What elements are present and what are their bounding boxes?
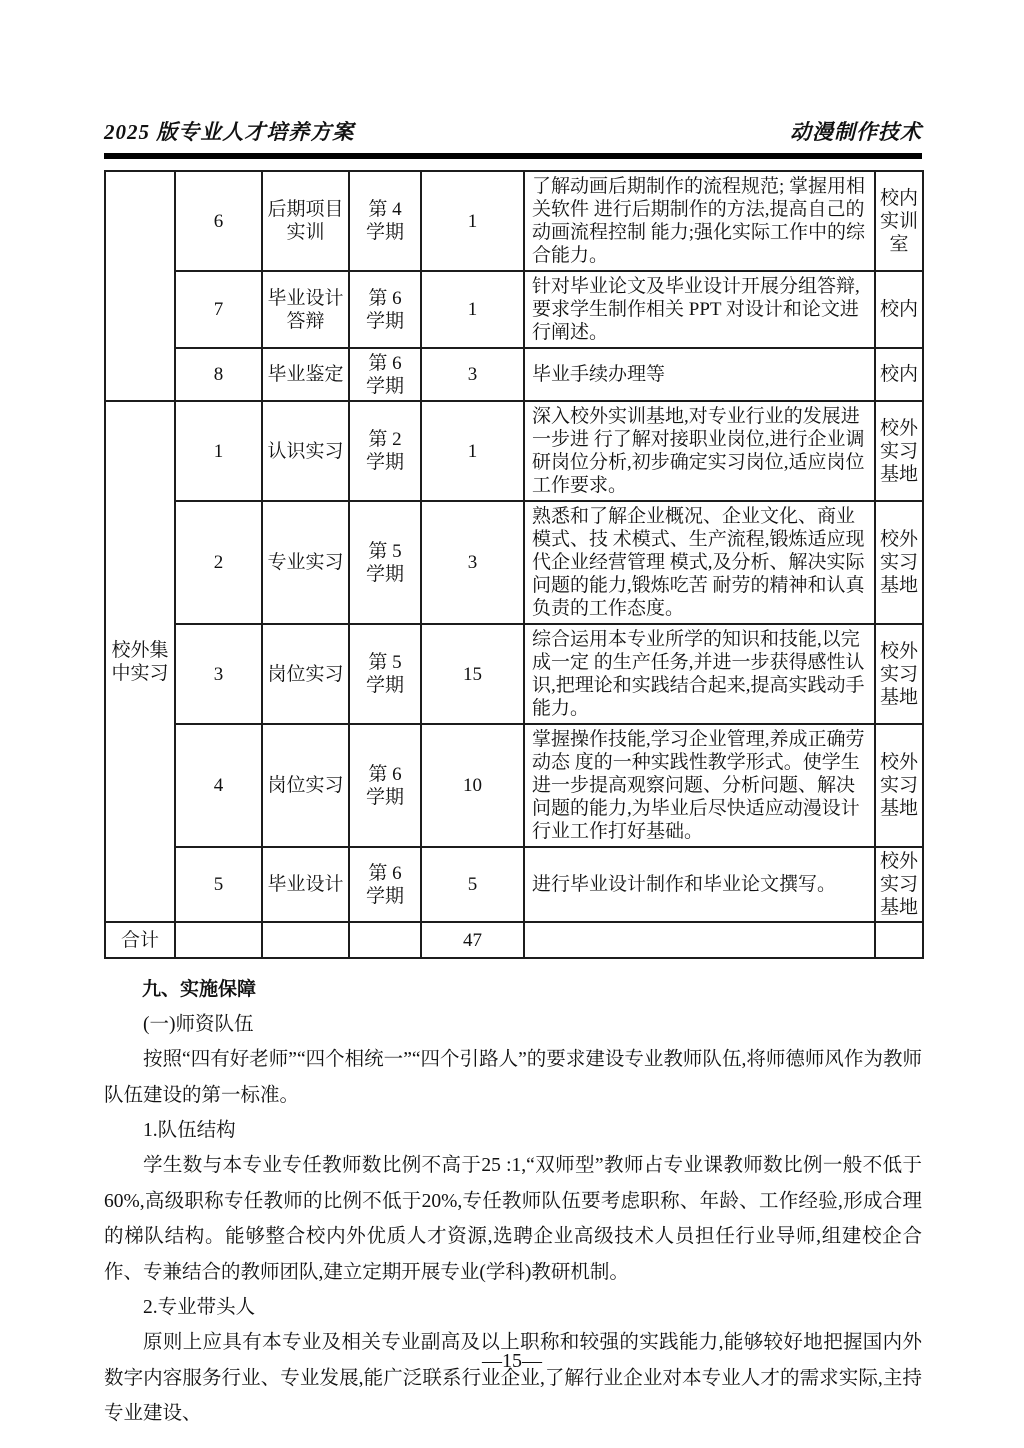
semester-line2: 学期 [365,310,404,332]
semester-cell [349,171,421,271]
semester-line2: 学期 [365,885,404,907]
table-row [105,624,923,724]
location-cell: 校内实训室 [875,171,923,271]
running-header [104,116,922,153]
description-cell: 进行毕业设计制作和毕业论文撰写。 [524,847,875,922]
empty-cell [349,922,421,958]
table-row [105,724,923,847]
item-heading-structure: 1.队伍结构 [143,1120,236,1141]
row-num: 7 [175,271,262,348]
weeks-cell: 3 [421,348,524,401]
table-row [105,348,923,401]
practice-schedule-table [104,170,924,959]
semester-cell [349,624,421,724]
table-row [105,401,923,501]
semester-line1: 第 4 [368,199,402,220]
row-num: 6 [175,171,262,271]
location-cell: 校内 [875,271,923,348]
course-name: 认识实习 [262,401,349,501]
subsection-heading: (一)师资队伍 [143,1014,254,1035]
page-content [104,116,922,1432]
row-num: 5 [175,847,262,922]
location-cell: 校外实习基地 [875,624,923,724]
course-name: 毕业鉴定 [262,348,349,401]
description-cell: 毕业手续办理等 [524,348,875,401]
weeks-cell: 1 [421,271,524,348]
empty-cell [524,922,875,958]
row-num: 4 [175,724,262,847]
course-name: 岗位实习 [262,724,349,847]
course-name: 岗位实习 [262,624,349,724]
description-cell: 了解动画后期制作的流程规范; 掌握用相关软件 进行后期制作的方法,提高自己的动画流程控制 能力;强化实际工作中的综合能力。 [524,171,875,271]
course-name: 毕业设计答辩 [262,271,349,348]
row-num: 3 [175,624,262,724]
table-row [105,171,923,271]
page-number: —15— [482,1350,542,1372]
semester-line1: 第 5 [368,540,402,562]
weeks-cell: 15 [421,624,524,724]
weeks-cell: 5 [421,847,524,922]
description-cell: 掌握操作技能,学习企业管理,养成正确劳动态 度的一种实践性教学形式。使学生进一步提高观察问题、分析问题、解决问题的能力,为毕业后尽快适应动漫设计行业工作打好基础。 [524,724,875,847]
weeks-cell: 10 [421,724,524,847]
total-weeks-cell: 47 [421,922,524,958]
header-double-rule [104,153,922,159]
semester-line2: 学期 [365,222,404,243]
description-cell: 深入校外实训基地,对专业行业的发展进一步进 行了解对接职业岗位,进行企业调研岗位分析,初步确定实习岗位,适应岗位工作要求。 [524,401,875,501]
course-name: 后期项目实训 [262,171,349,271]
semester-cell [349,724,421,847]
semester-line2: 学期 [365,786,404,808]
header-right-title: 动漫制作技术 [790,120,922,144]
semester-line1: 第 2 [368,429,402,450]
semester-line1: 第 6 [368,352,402,374]
weeks-cell: 3 [421,501,524,624]
table-total-row [105,922,923,958]
course-name: 毕业设计 [262,847,349,922]
semester-line2: 学期 [365,675,404,696]
section-heading: 九、实施保障 [142,979,257,1000]
row-num: 8 [175,348,262,401]
semester-line1: 第 5 [368,652,402,673]
row-num: 2 [175,501,262,624]
semester-cell [349,271,421,348]
semester-line1: 第 6 [368,287,402,309]
table-row [105,847,923,922]
header-left-title: 2025 版专业人才培养方案 [104,120,355,144]
table-row [105,271,923,348]
semester-line1: 第 6 [368,763,402,785]
location-cell: 校内 [875,348,923,401]
semester-cell [349,847,421,922]
course-name: 专业实习 [262,501,349,624]
semester-cell [349,348,421,401]
weeks-cell: 1 [421,171,524,271]
empty-cell [175,922,262,958]
location-cell: 校外实习基地 [875,501,923,624]
semester-line2: 学期 [365,375,404,397]
location-cell: 校外实习基地 [875,724,923,847]
semester-line2: 学期 [365,563,404,585]
description-cell: 针对毕业论文及毕业设计开展分组答辩,要求学生制作相关 PPT 对设计和论文进行阐述。 [524,271,875,348]
empty-cell [262,922,349,958]
semester-cell [349,401,421,501]
weeks-cell: 1 [421,401,524,501]
semester-cell [349,501,421,624]
total-label-cell: 合计 [105,922,175,958]
paragraph-program-leader: 原则上应具有本专业及相关专业副高及以上职称和较强的实践能力,能够较好地把握国内外数字内容服务行业、专业发展,能广泛联系行业企业,了解行业企业对本专业人才的需求实际,主持专业建设、 [104,1332,922,1424]
table-row [105,501,923,624]
paragraph-team-structure: 学生数与本专业专任教师数比例不高于25 :1,“双师型”教师占专业课教师数比例一般不低于 60%,高级职称专任教师的比例不低于20%,专任教师队伍要考虑职称、年龄、工作经验,形成合理的梯队结构。能够整合校内外优质人才资源,选聘企业高级技术人员担任行业导师,组建校企合作、专兼结合的教师团队,建立定期开展专业(学科)教研机制。 [104,1155,922,1283]
paragraph-teacher-team: 按照“四有好老师”“四个相统一”“四个引路人”的要求建设专业教师队伍,将师德师风作为教师队伍建设的第一标准。 [104,1049,922,1106]
group-cell-empty [105,171,175,401]
description-cell: 熟悉和了解企业概况、企业文化、商业模式、技 术模式、生产流程,锻炼适应现代企业经营管理 模式,及分析、解决实际问题的能力,锻炼吃苦 耐劳的精神和认真负责的工作态度。 [524,501,875,624]
location-cell: 校外实习基地 [875,401,923,501]
semester-line1: 第 6 [368,862,402,884]
semester-line2: 学期 [365,452,404,473]
empty-cell [875,922,923,958]
description-cell: 综合运用本专业所学的知识和技能,以完成一定 的生产任务,并进一步获得感性认识,把理论和实践结合起来,提高实践动手能力。 [524,624,875,724]
row-num: 1 [175,401,262,501]
item-heading-leader: 2.专业带头人 [143,1297,256,1318]
location-cell: 校外实习基地 [875,847,923,922]
group-cell-offcampus: 校外集中实习 [105,401,175,922]
